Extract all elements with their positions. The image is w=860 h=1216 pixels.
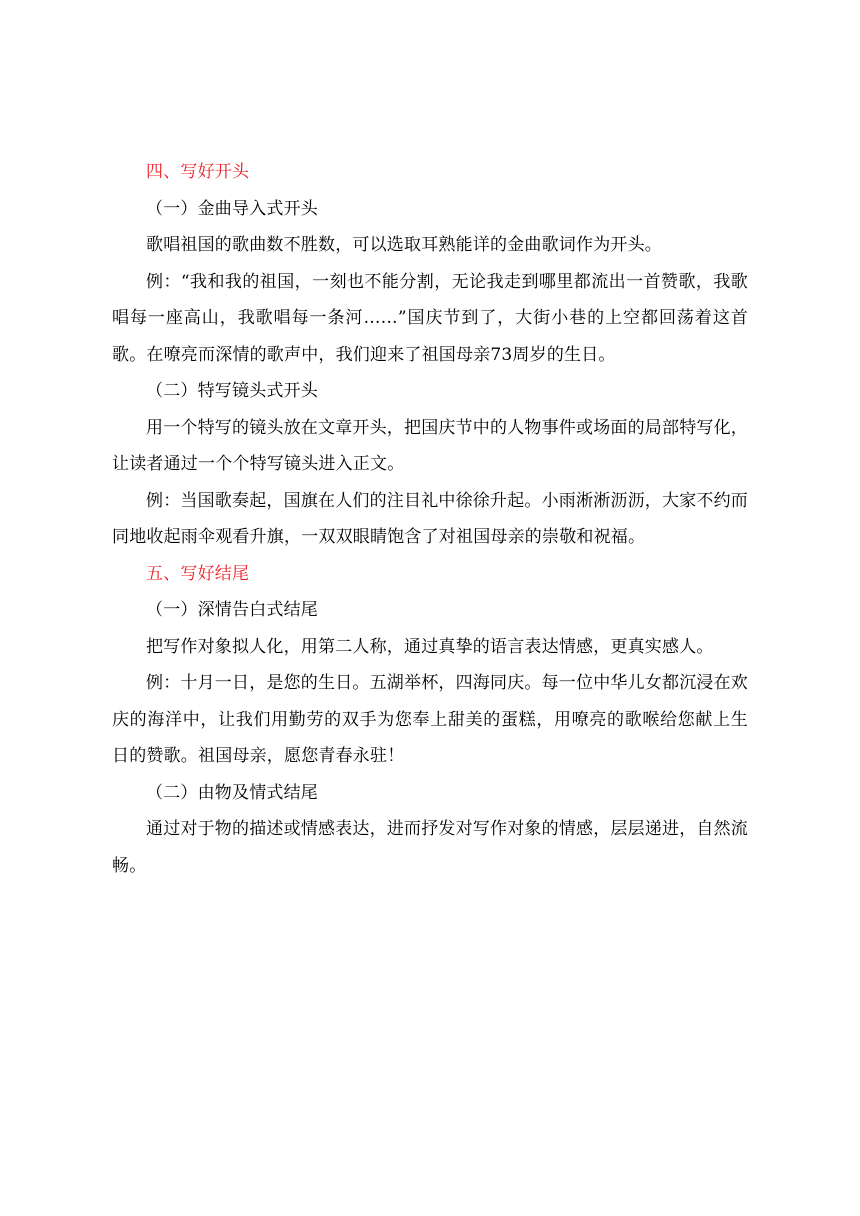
paragraph-confession-ending-example: 例：十月一日，是您的生日。五湖举杯，四海同庆。每一位中华儿女都沉浸在欢庆的海洋中，让我们用勤劳的双手为您奉上甜美的蛋糕，用嘹亮的歌喉给您献上生日的赞歌。祖国母亲，愿您青春永驻！ [112, 673, 748, 766]
section-heading-opening: 四、写好开头 [146, 162, 250, 182]
subheading-confession-ending: （一）深情告白式结尾 [146, 600, 318, 620]
paragraph-confession-ending-desc: 把写作对象拟人化，用第二人称，通过真挚的语言表达情感，更真实感人。 [146, 636, 714, 657]
document-body [112, 154, 748, 884]
paragraph-song-intro-example: 例：“我和我的祖国，一刻也不能分割，无论我走到哪里都流出一首赞歌，我歌唱每一座高山，我歌唱每一条河……”国庆节到了，大街小巷的上空都回荡着这首歌。在嘹亮而深情的歌声中，我们迎来了祖国母亲73周岁的生日。 [112, 271, 748, 365]
subheading-object-emotion-ending: （二）由物及情式结尾 [146, 782, 318, 803]
subheading-song-intro: （一）金曲导入式开头 [146, 198, 318, 219]
paragraph-closeup-intro-example: 例：当国歌奏起，国旗在人们的注目礼中徐徐升起。小雨淅淅沥沥，大家不约而同地收起雨伞观看升旗，一双双眼睛饱含了对祖国母亲的崇敬和祝福。 [112, 490, 748, 547]
paragraph-object-emotion-ending-desc: 通过对于物的描述或情感表达，进而抒发对写作对象的情感，层层递进，自然流畅。 [112, 819, 748, 876]
section-heading-ending: 五、写好结尾 [146, 563, 250, 584]
paragraph-song-intro-desc: 歌唱祖国的歌曲数不胜数，可以选取耳熟能详的金曲歌词作为开头。 [146, 235, 662, 255]
subheading-closeup-intro: （二）特写镜头式开头 [146, 381, 318, 401]
paragraph-closeup-intro-desc: 用一个特写的镜头放在文章开头，把国庆节中的人物事件或场面的局部特写化，让读者通过一个个特写镜头进入正文。 [112, 417, 748, 474]
